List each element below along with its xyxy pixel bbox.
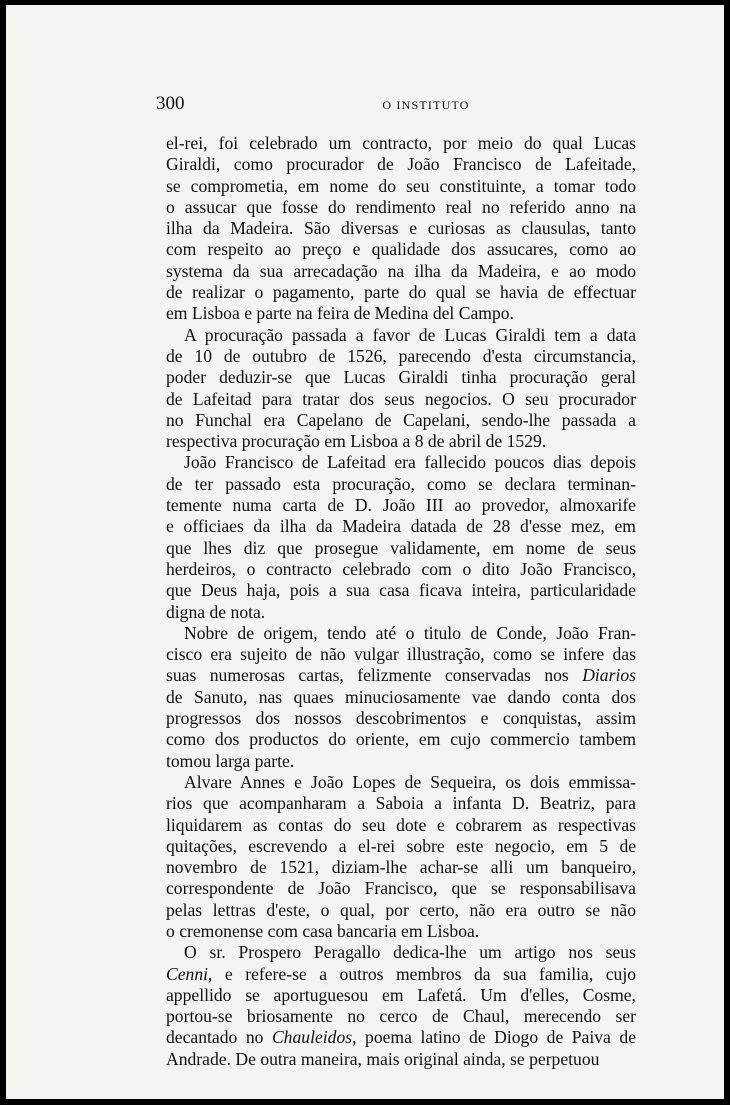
text-line: respectiva procuração em Lisboa a 8 de abril de 1529. bbox=[166, 431, 547, 452]
text-line: cisco era sujeito de não vulgar illustração, como se infere das bbox=[166, 644, 636, 665]
text-line: Alvare Annes e João Lopes de Sequeira, os dois emmissa- bbox=[184, 771, 637, 792]
text-line: e officiaes da ilha da Madeira datada de 28 d'esse mez, em bbox=[166, 516, 636, 537]
text-line: systema da sua arrecadação na ilha da Madeira, e ao modo bbox=[166, 260, 637, 281]
text-line: Nobre de origem, tendo até o titulo de Conde, João Fran- bbox=[184, 622, 637, 643]
text-line: A procuração passada a favor de Lucas Giraldi tem a data bbox=[184, 324, 637, 345]
text-line: pelas lettras d'este, o qual, por certo, não era outro se não bbox=[166, 899, 637, 920]
text-line: herdeiros, o contracto celebrado com o dito João Francisco, bbox=[166, 558, 637, 579]
text-line: digna de nota. bbox=[166, 601, 266, 622]
text-line: que Deus haja, pois a sua casa ficava inteira, particularidade bbox=[166, 580, 636, 601]
text-line: com respeito ao preço e qualidade dos assucares, como ao bbox=[166, 239, 636, 260]
paragraph bbox=[166, 452, 636, 622]
text-line: rios que acompanharam a Saboia a infanta D. Beatriz, para bbox=[166, 793, 636, 814]
text-line: que lhes diz que prosegue validamente, em nome de seus bbox=[166, 537, 637, 558]
text-line: novembro de 1521, diziam-lhe achar-se alli um banqueiro, bbox=[166, 857, 636, 878]
text-line: liquidarem as contas do seu dote e cobrarem as respectivas bbox=[166, 814, 637, 835]
paragraph bbox=[166, 942, 636, 1070]
page-sheet bbox=[6, 5, 724, 1099]
text-line: João Francisco de Lafeitad era fallecido poucos dias depois bbox=[184, 452, 637, 473]
paragraph bbox=[166, 772, 636, 942]
paragraph bbox=[166, 623, 636, 772]
text-line: o cremonense com casa bancaria em Lisboa. bbox=[166, 920, 480, 941]
text-line: O sr. Prospero Peragallo dedica-lhe um artigo nos seus bbox=[184, 942, 636, 963]
text-line: suas numerosas cartas, felizmente conservadas nos Diarios bbox=[166, 665, 636, 686]
text-line: progressos dos nossos descobrimentos e conquistas, assim bbox=[166, 708, 637, 729]
page-header bbox=[156, 93, 636, 117]
text-line: de 10 de outubro de 1526, parecendo d'esta circumstancia, bbox=[166, 345, 636, 366]
text-line: portou-se briosamente no cerco de Chaul, merecendo ser bbox=[166, 1006, 637, 1027]
text-line: temente numa carta de D. João III ao provedor, almoxarife bbox=[166, 495, 636, 516]
body-text bbox=[166, 133, 636, 1070]
text-line: el-rei, foi celebrado um contracto, por meio do qual Lucas bbox=[166, 133, 637, 153]
paragraph bbox=[166, 325, 636, 453]
text-line: de ter passado esta procuração, como se declara terminan- bbox=[166, 473, 636, 494]
text-line: decantado no Chauleidos, poema latino de Diogo de Paiva de bbox=[166, 1027, 636, 1048]
running-title: O INSTITUTO bbox=[382, 98, 470, 112]
text-line: como dos productos do oriente, em cujo commercio tambem bbox=[166, 729, 637, 750]
text-line: o assucar que fosse do rendimento real no referido anno na bbox=[166, 196, 637, 217]
text-line: appellido se aportuguesou em Lafetá. Um d'elles, Cosme, bbox=[166, 984, 636, 1005]
text-line: quitações, escrevendo a el-rei sobre este negocio, em 5 de bbox=[166, 835, 637, 856]
text-line: Giraldi, como procurador de João Francisco de Lafeitade, bbox=[166, 154, 637, 175]
text-line: de realizar o pagamento, parte do qual se havia de effectuar bbox=[166, 282, 636, 303]
text-line: em Lisboa e parte na feira de Medina del Campo. bbox=[166, 303, 514, 324]
page-number: 300 bbox=[156, 93, 185, 114]
text-line: correspondente de João Francisco, que se responsabilisava bbox=[166, 878, 636, 899]
text-line: no Funchal era Capelano de Capelani, sendo-lhe passada a bbox=[166, 409, 636, 430]
text-line: tomou larga parte. bbox=[166, 750, 295, 771]
text-line: de Lafeitad para tratar dos seus negocios. O seu procurador bbox=[166, 388, 636, 409]
text-line: Andrade. De outra maneira, mais original ainda, se perpetuou bbox=[166, 1048, 600, 1069]
text-line: ilha da Madeira. São diversas e curiosas as clausulas, tanto bbox=[166, 218, 637, 239]
text-line: poder deduzir-se que Lucas Giraldi tinha procuração geral bbox=[166, 367, 636, 388]
text-line: Cenni, e refere-se a outros membros da sua familia, cujo bbox=[166, 963, 637, 984]
paragraph bbox=[166, 133, 636, 325]
text-line: de Sanuto, nas quaes minuciosamente vae dando conta dos bbox=[166, 686, 636, 707]
text-line: se comprometia, em nome do seu constituinte, a tomar todo bbox=[166, 175, 637, 196]
